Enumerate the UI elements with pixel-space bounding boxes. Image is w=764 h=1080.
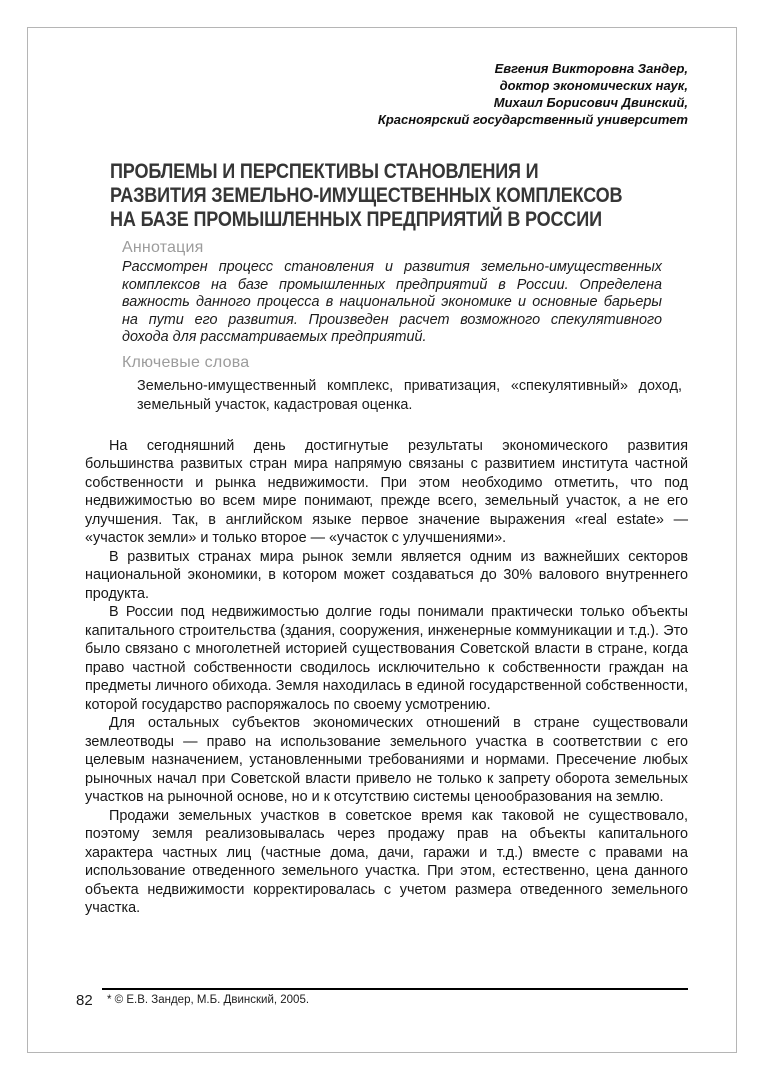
author-block — [85, 60, 688, 128]
body-paragraph: На сегодняшний день достигнутые результаты экономического развития большинства развитых стран мира напрямую связаны с развитием института частной собственности и рынка недвижимости. При этом необходимо отметить, что под недвижимостью во всем мире понимают, прежде всего, земельный участок, а не его улучшения. Так, в английском языке первое значение выражения «real estate» — «участок земли» и только второе — «участок с улучшениями». — [85, 437, 688, 546]
title-line: НА БАЗЕ ПРОМЫШЛЕННЫХ ПРЕДПРИЯТИЙ В РОССИИ — [110, 208, 602, 231]
author-line: Евгения Викторовна Зандер, — [494, 61, 688, 76]
footnote-block — [102, 988, 688, 1006]
footnote-rule — [102, 988, 688, 990]
page-footer — [76, 988, 688, 1009]
keywords-label: Ключевые слова — [122, 353, 250, 371]
body-paragraph: Продажи земельных участков в советское время как таковой не существовало, поэтому земля реализовывалась через продажу прав на объекты капитального характера частных лиц (частные дома, дачи, гаражи и т.д.) вместе с правами на использование отведенного земельного участка. При этом, естественно, цена данного объекта недвижимости корректировалась с учетом размера отведенного земельного участка. — [85, 807, 688, 916]
title-line: ПРОБЛЕМЫ И ПЕРСПЕКТИВЫ СТАНОВЛЕНИЯ И — [110, 160, 539, 183]
article-title — [110, 160, 695, 232]
body-paragraph: В развитых странах мира рынок земли является одним из важнейших секторов национальной экономики, в котором может создаваться до 30% валового внутреннего продукта. — [85, 548, 688, 602]
body-paragraph: В России под недвижимостью долгие годы понимали практически только объекты капитального строительства (здания, сооружения, инженерные коммуникации и т.д.). Это было связано с многолетней историей существования Советской власти в стране, когда право частной собственности сводилось исключительно к собственности граждан на предметы личного обихода. Земля находилась в единой государственной собственности, которой государство распоряжалось по своему усмотрению. — [85, 604, 688, 713]
author-line: доктор экономических наук, — [499, 78, 688, 93]
annotation-text: Рассмотрен процесс становления и развития земельно-имущественных комплексов на базе промышленных предприятий в России. Определена важность данного процесса в национальной экономике и основные барьеры на пути его развития. Произведен расчет возможного спекулятивного дохода для рассматриваемых предприятий. — [122, 259, 662, 345]
copyright-footnote: * © Е.В. Зандер, М.Б. Двинский, 2005. — [107, 994, 310, 1006]
body-paragraph: Для остальных субъектов экономических отношений в стране существовали землеотводы — право на использование земельного участка в соответствии с его целевым назначением, установленными требованиями и нормами. Пресечение любых рыночных начал при Советской власти привело не только к запрету оборота земельных участков на рыночной основе, но и к отсутствию системы ценообразования на землю. — [85, 715, 688, 805]
keywords-text: Земельно-имущественный комплекс, приватизация, «спекулятивный» доход, земельный участок, кадастровая оценка. — [137, 377, 682, 413]
author-affiliation: Красноярский государственный университет — [377, 112, 688, 127]
page-content — [85, 60, 688, 918]
article-body — [85, 437, 688, 918]
title-line: РАЗВИТИЯ ЗЕМЕЛЬНО-ИМУЩЕСТВЕННЫХ КОМПЛЕКСОВ — [110, 184, 623, 207]
author-line: Михаил Борисович Двинский, — [493, 95, 688, 110]
page-number: 82 — [76, 992, 93, 1009]
annotation-label: Аннотация — [122, 239, 204, 256]
